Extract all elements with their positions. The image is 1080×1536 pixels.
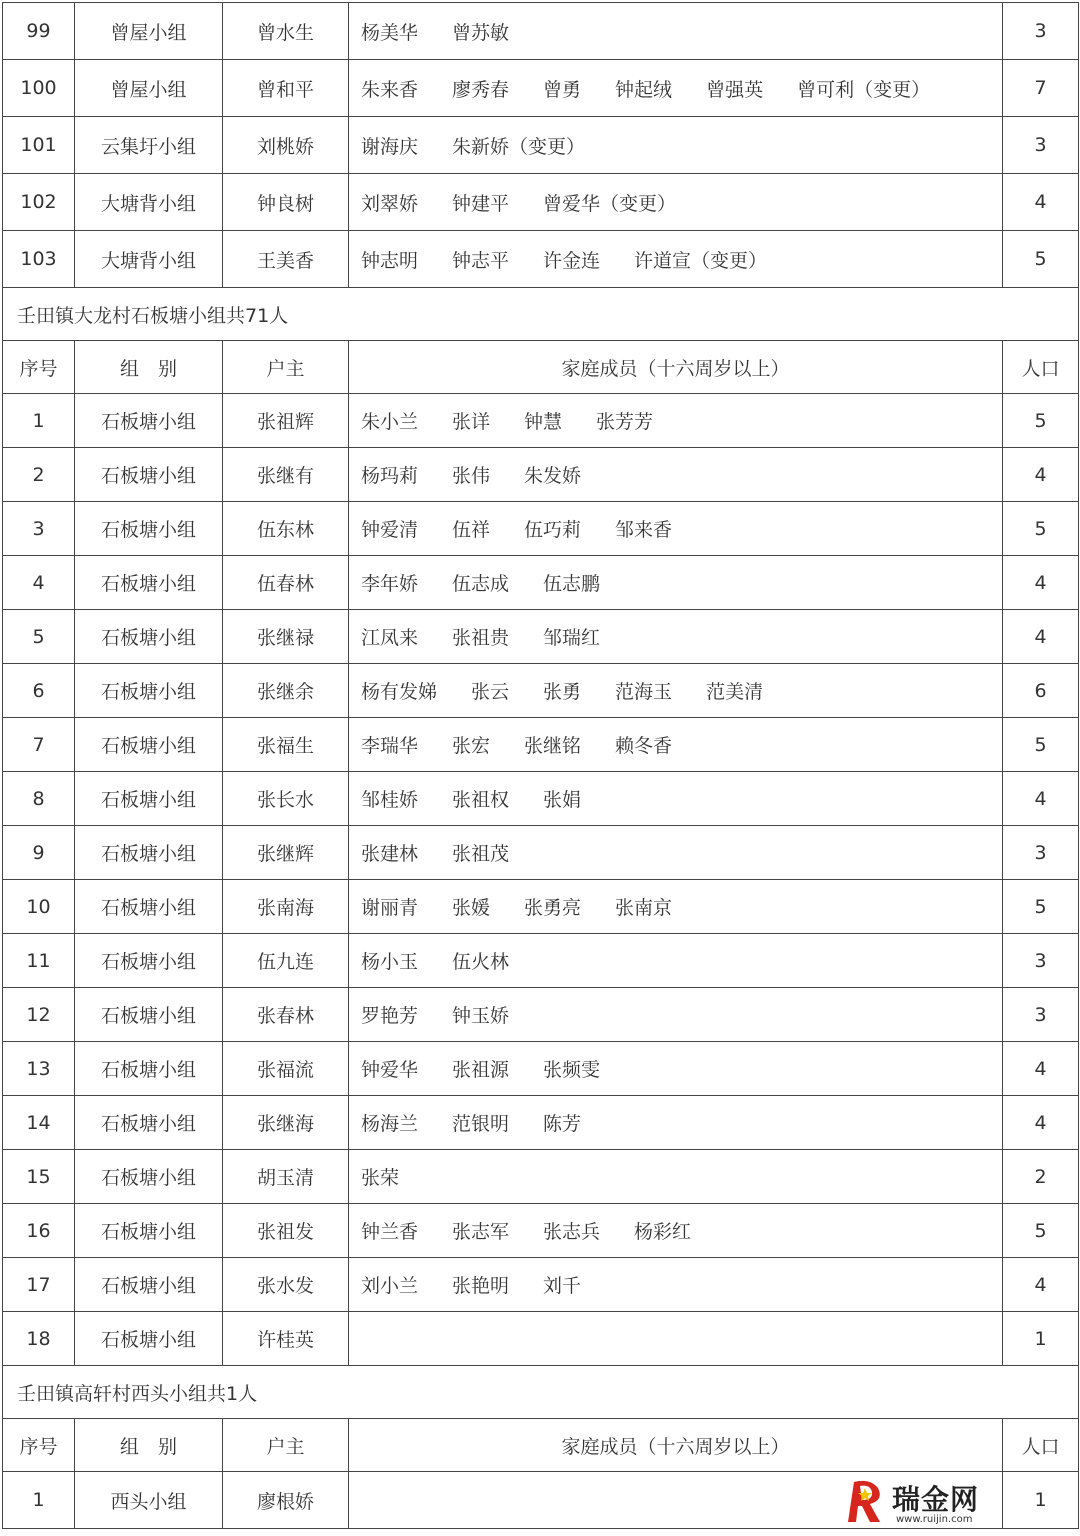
household-table (2, 2, 1079, 1529)
column-header-group: 组 别 (75, 341, 223, 394)
member-name: 张志军 (452, 1221, 510, 1243)
member-name: 张宏 (452, 735, 491, 757)
row-number-cell: 11 (3, 934, 75, 988)
group-cell: 石板塘小组 (75, 772, 223, 826)
header-row (3, 1419, 1079, 1472)
member-name: 张伟 (452, 465, 491, 487)
column-header-head: 户主 (223, 1419, 349, 1472)
population-count-cell: 4 (1003, 448, 1079, 502)
row-number-cell: 103 (3, 231, 75, 288)
member-name: 范美清 (706, 681, 764, 703)
member-name: 曾可利（变更） (797, 78, 931, 101)
population-count-cell: 5 (1003, 718, 1079, 772)
population-count-cell: 3 (1003, 826, 1079, 880)
member-name: 钟爱清 (361, 519, 419, 541)
table-row (3, 610, 1079, 664)
group-cell: 大塘背小组 (75, 174, 223, 231)
table-row (3, 826, 1079, 880)
member-name: 范海玉 (615, 681, 673, 703)
family-members-cell (349, 880, 1003, 934)
population-count-cell: 1 (1003, 1312, 1079, 1366)
member-name: 朱小兰 (361, 411, 419, 433)
household-head-cell: 伍春林 (223, 556, 349, 610)
population-count-cell: 3 (1003, 988, 1079, 1042)
member-name: 李瑞华 (361, 735, 419, 757)
table-row (3, 772, 1079, 826)
population-count-cell: 5 (1003, 394, 1079, 448)
row-number-cell: 3 (3, 502, 75, 556)
family-members-cell (349, 231, 1003, 288)
group-cell: 石板塘小组 (75, 1150, 223, 1204)
member-name: 朱来香 (361, 78, 419, 101)
population-count-cell: 4 (1003, 772, 1079, 826)
member-name: 张云 (471, 681, 510, 703)
group-cell: 石板塘小组 (75, 448, 223, 502)
table-row (3, 664, 1079, 718)
family-members-cell (349, 1258, 1003, 1312)
member-name: 刘小兰 (361, 1275, 419, 1297)
member-name: 刘翠娇 (361, 192, 419, 215)
household-head-cell: 张长水 (223, 772, 349, 826)
family-members-cell (349, 174, 1003, 231)
family-members-cell (349, 1096, 1003, 1150)
group-cell: 石板塘小组 (75, 1042, 223, 1096)
group-cell: 石板塘小组 (75, 880, 223, 934)
member-name: 张祖源 (452, 1059, 510, 1081)
column-header-members: 家庭成员（十六周岁以上） (349, 341, 1003, 394)
column-header-count: 人口 (1003, 341, 1079, 394)
member-name: 张祖权 (452, 789, 510, 811)
table-row (3, 1042, 1079, 1096)
row-number-cell: 14 (3, 1096, 75, 1150)
row-number-cell: 4 (3, 556, 75, 610)
member-name: 张勇亮 (524, 897, 582, 919)
member-name: 张志兵 (543, 1221, 601, 1243)
member-name: 钟慧 (524, 411, 563, 433)
row-number-cell: 6 (3, 664, 75, 718)
member-name: 廖秀春 (452, 78, 510, 101)
group-cell: 石板塘小组 (75, 988, 223, 1042)
member-name: 江凤来 (361, 627, 419, 649)
family-members-cell (349, 1042, 1003, 1096)
population-count-cell: 1 (1003, 1472, 1079, 1529)
table-row (3, 1204, 1079, 1258)
member-name: 邹瑞红 (543, 627, 601, 649)
member-name: 张勇 (543, 681, 582, 703)
member-name: 伍祥 (452, 519, 491, 541)
population-count-cell: 5 (1003, 502, 1079, 556)
member-name: 杨海兰 (361, 1113, 419, 1135)
member-name: 曾苏敏 (452, 21, 510, 44)
group-cell: 石板塘小组 (75, 664, 223, 718)
member-name: 杨小玉 (361, 951, 419, 973)
row-number-cell: 9 (3, 826, 75, 880)
population-count-cell: 6 (1003, 664, 1079, 718)
row-number-cell: 1 (3, 394, 75, 448)
table-row (3, 1258, 1079, 1312)
row-number-cell: 13 (3, 1042, 75, 1096)
population-count-cell: 4 (1003, 1096, 1079, 1150)
member-name: 许金连 (543, 249, 601, 272)
row-number-cell: 102 (3, 174, 75, 231)
household-head-cell: 廖根娇 (223, 1472, 349, 1529)
household-head-cell: 伍九连 (223, 934, 349, 988)
household-head-cell: 张祖发 (223, 1204, 349, 1258)
household-head-cell: 许桂英 (223, 1312, 349, 1366)
member-name: 范银明 (452, 1113, 510, 1135)
member-name: 许道宣（变更） (634, 249, 768, 272)
table-row (3, 60, 1079, 117)
group-cell: 西头小组 (75, 1472, 223, 1529)
table-row (3, 3, 1079, 60)
member-name: 伍火林 (452, 951, 510, 973)
household-head-cell: 张福流 (223, 1042, 349, 1096)
family-members-cell (349, 772, 1003, 826)
household-head-cell: 张继海 (223, 1096, 349, 1150)
table-row (3, 502, 1079, 556)
member-name: 杨有发娣 (361, 681, 438, 703)
family-members-cell (349, 556, 1003, 610)
group-cell: 石板塘小组 (75, 556, 223, 610)
group-cell: 石板塘小组 (75, 610, 223, 664)
group-cell: 石板塘小组 (75, 1258, 223, 1312)
family-members-cell (349, 826, 1003, 880)
logo-url: www.ruijin.com (896, 1514, 973, 1525)
household-head-cell: 张继有 (223, 448, 349, 502)
table-row (3, 880, 1079, 934)
household-head-cell: 张祖辉 (223, 394, 349, 448)
household-head-cell: 张继禄 (223, 610, 349, 664)
household-head-cell: 钟良树 (223, 174, 349, 231)
row-number-cell: 8 (3, 772, 75, 826)
population-count-cell: 2 (1003, 1150, 1079, 1204)
group-cell: 云集圩小组 (75, 117, 223, 174)
member-name: 张艳明 (452, 1275, 510, 1297)
member-name: 张详 (452, 411, 491, 433)
family-members-cell (349, 988, 1003, 1042)
member-name: 杨彩红 (634, 1221, 692, 1243)
household-head-cell: 王美香 (223, 231, 349, 288)
member-name: 张建林 (361, 843, 419, 865)
member-name: 邹来香 (615, 519, 673, 541)
section-title: 壬田镇大龙村石板塘小组共71人 (3, 288, 1079, 341)
household-head-cell: 张继余 (223, 664, 349, 718)
member-name: 钟志平 (452, 249, 510, 272)
member-name: 张媛 (452, 897, 491, 919)
member-name: 钟玉娇 (452, 1005, 510, 1027)
family-members-cell (349, 1204, 1003, 1258)
ruijin-r-logo-icon (840, 1476, 890, 1526)
row-number-cell: 18 (3, 1312, 75, 1366)
group-cell: 大塘背小组 (75, 231, 223, 288)
group-cell: 曾屋小组 (75, 60, 223, 117)
column-header-no: 序号 (3, 1419, 75, 1472)
member-name: 张荣 (361, 1167, 400, 1189)
member-name: 杨美华 (361, 21, 419, 44)
header-row (3, 341, 1079, 394)
member-name: 杨玛莉 (361, 465, 419, 487)
family-members-cell (349, 610, 1003, 664)
member-name: 钟爱华 (361, 1059, 419, 1081)
family-members-cell (349, 664, 1003, 718)
household-head-cell: 刘桃娇 (223, 117, 349, 174)
column-header-head: 户主 (223, 341, 349, 394)
member-name: 伍巧莉 (524, 519, 582, 541)
population-count-cell: 4 (1003, 556, 1079, 610)
population-count-cell: 3 (1003, 117, 1079, 174)
population-count-cell: 3 (1003, 3, 1079, 60)
household-head-cell: 伍东林 (223, 502, 349, 556)
member-name: 张娟 (543, 789, 582, 811)
table-row (3, 718, 1079, 772)
row-number-cell: 10 (3, 880, 75, 934)
family-members-cell (349, 718, 1003, 772)
column-header-no: 序号 (3, 341, 75, 394)
family-members-cell (349, 934, 1003, 988)
member-name: 陈芳 (543, 1113, 582, 1135)
member-name: 邹桂娇 (361, 789, 419, 811)
population-count-cell: 5 (1003, 880, 1079, 934)
population-count-cell: 4 (1003, 1258, 1079, 1312)
member-name: 朱发娇 (524, 465, 582, 487)
household-head-cell: 张南海 (223, 880, 349, 934)
member-name: 赖冬香 (615, 735, 673, 757)
household-head-cell: 张继辉 (223, 826, 349, 880)
member-name: 钟起绒 (615, 78, 673, 101)
section-title: 壬田镇高轩村西头小组共1人 (3, 1366, 1079, 1419)
table-row (3, 934, 1079, 988)
section-title-row (3, 288, 1079, 341)
member-name: 曾强英 (706, 78, 764, 101)
section-title-row (3, 1366, 1079, 1419)
ruijin-logo (840, 1476, 1000, 1530)
family-members-cell (349, 60, 1003, 117)
column-header-group: 组 别 (75, 1419, 223, 1472)
table-row (3, 231, 1079, 288)
column-header-count: 人口 (1003, 1419, 1079, 1472)
family-members-cell (349, 394, 1003, 448)
table-row (3, 394, 1079, 448)
member-name: 钟志明 (361, 249, 419, 272)
member-name: 张南京 (615, 897, 673, 919)
group-cell: 曾屋小组 (75, 3, 223, 60)
group-cell: 石板塘小组 (75, 394, 223, 448)
group-cell: 石板塘小组 (75, 718, 223, 772)
group-cell: 石板塘小组 (75, 1204, 223, 1258)
row-number-cell: 99 (3, 3, 75, 60)
group-cell: 石板塘小组 (75, 934, 223, 988)
household-head-cell: 曾和平 (223, 60, 349, 117)
population-count-cell: 3 (1003, 934, 1079, 988)
table-row (3, 1312, 1079, 1366)
row-number-cell: 5 (3, 610, 75, 664)
family-members-cell (349, 448, 1003, 502)
population-count-cell: 4 (1003, 610, 1079, 664)
logo-name: 瑞金网 (892, 1483, 980, 1516)
group-cell: 石板塘小组 (75, 826, 223, 880)
family-members-cell (349, 1312, 1003, 1366)
household-head-cell: 张春林 (223, 988, 349, 1042)
row-number-cell: 16 (3, 1204, 75, 1258)
population-count-cell: 5 (1003, 231, 1079, 288)
member-name: 谢丽青 (361, 897, 419, 919)
population-count-cell: 5 (1003, 1204, 1079, 1258)
member-name: 曾爱华（变更） (543, 192, 677, 215)
row-number-cell: 17 (3, 1258, 75, 1312)
group-cell: 石板塘小组 (75, 502, 223, 556)
family-members-cell (349, 502, 1003, 556)
member-name: 张祖贵 (452, 627, 510, 649)
member-name: 钟兰香 (361, 1221, 419, 1243)
member-name: 谢海庆 (361, 135, 419, 158)
household-head-cell: 曾水生 (223, 3, 349, 60)
member-name: 伍志鹏 (543, 573, 601, 595)
row-number-cell: 2 (3, 448, 75, 502)
member-name: 张芳芳 (596, 411, 654, 433)
row-number-cell: 100 (3, 60, 75, 117)
row-number-cell: 1 (3, 1472, 75, 1529)
row-number-cell: 101 (3, 117, 75, 174)
household-head-cell: 张福生 (223, 718, 349, 772)
member-name: 张继铭 (524, 735, 582, 757)
row-number-cell: 15 (3, 1150, 75, 1204)
member-name: 朱新娇（变更） (452, 135, 586, 158)
population-count-cell: 4 (1003, 174, 1079, 231)
member-name: 张频雯 (543, 1059, 601, 1081)
row-number-cell: 7 (3, 718, 75, 772)
group-cell: 石板塘小组 (75, 1312, 223, 1366)
table-row (3, 556, 1079, 610)
household-head-cell: 胡玉清 (223, 1150, 349, 1204)
family-members-cell (349, 117, 1003, 174)
row-number-cell: 12 (3, 988, 75, 1042)
member-name: 钟建平 (452, 192, 510, 215)
population-count-cell: 4 (1003, 1042, 1079, 1096)
member-name: 李年娇 (361, 573, 419, 595)
member-name: 刘千 (543, 1275, 582, 1297)
column-header-members: 家庭成员（十六周岁以上） (349, 1419, 1003, 1472)
table-row (3, 1096, 1079, 1150)
member-name: 曾勇 (543, 78, 582, 101)
table-row (3, 988, 1079, 1042)
group-cell: 石板塘小组 (75, 1096, 223, 1150)
member-name: 张祖茂 (452, 843, 510, 865)
family-members-cell (349, 3, 1003, 60)
family-members-cell (349, 1150, 1003, 1204)
member-name: 伍志成 (452, 573, 510, 595)
table-row (3, 174, 1079, 231)
table-row (3, 1150, 1079, 1204)
household-head-cell: 张水发 (223, 1258, 349, 1312)
table-row (3, 117, 1079, 174)
table-row (3, 448, 1079, 502)
member-name: 罗艳芳 (361, 1005, 419, 1027)
household-table-body (3, 3, 1079, 1529)
population-count-cell: 7 (1003, 60, 1079, 117)
